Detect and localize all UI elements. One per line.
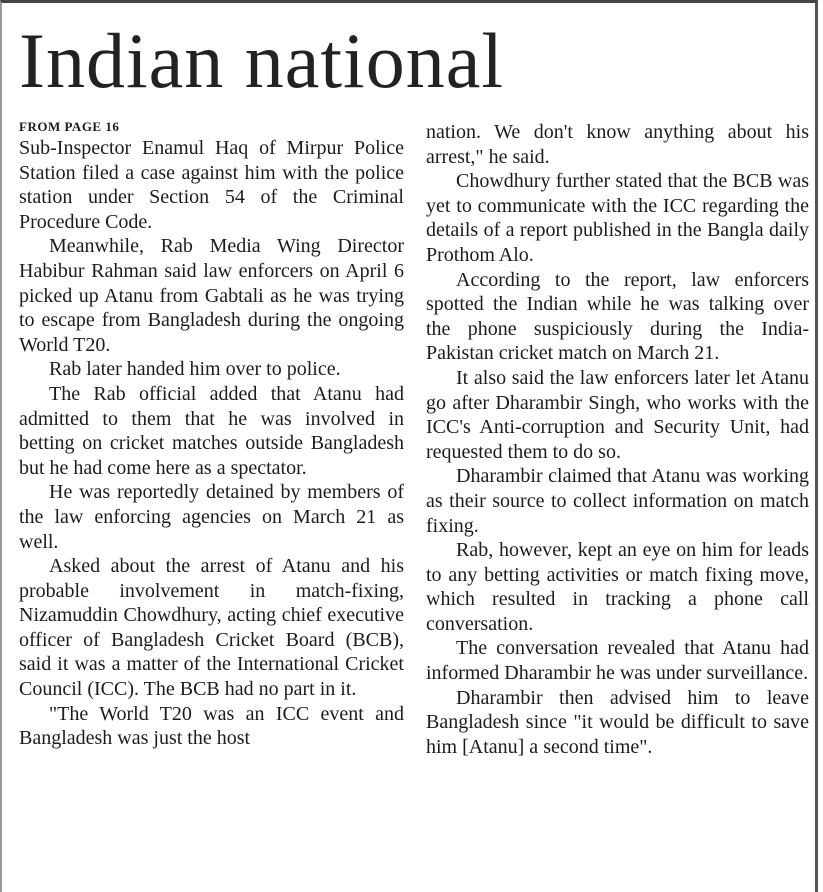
paragraph: Dharambir claimed that Atanu was working as their source to collect information on match fixing. bbox=[426, 465, 809, 537]
paragraph: Meanwhile, Rab Media Wing Director Habibur Rahman said law enforcers on April 6 picked up Atanu from Gabtali as he was trying to escape from Bangladesh during the ongoing World T20. bbox=[19, 235, 404, 356]
article-column-left bbox=[19, 118, 404, 751]
paragraph: Chowdhury further stated that the BCB was yet to communicate with the ICC regarding the details of a report published in the Bangla daily Prothom Alo. bbox=[426, 170, 809, 266]
paragraph: According to the report, law enforcers spotted the Indian while he was talking over the phone suspiciously during the India-Pakistan cricket match on March 21. bbox=[426, 268, 809, 365]
paragraph: nation. We don't know anything about his arrest," he said. bbox=[426, 121, 809, 168]
paragraph: It also said the law enforcers later let Atanu go after Dharambir Singh, who works with the ICC's Anti-corruption and Security Unit, had requested them to do so. bbox=[426, 366, 809, 463]
paragraph: He was reportedly detained by members of the law enforcing agencies on March 21 as well. bbox=[19, 481, 404, 553]
paragraph: "The World T20 was an ICC event and Bangladesh was just the host bbox=[19, 702, 404, 750]
continued-from-label: FROM PAGE 16 bbox=[19, 119, 120, 134]
paragraph: Rab, however, kept an eye on him for leads to any betting activities or match fixing move, which resulted in tracking a phone call conversation. bbox=[426, 539, 809, 635]
paragraph: Rab later handed him over to police. bbox=[49, 358, 341, 381]
paragraph: The conversation revealed that Atanu had informed Dharambir he was under surveillance. bbox=[426, 637, 809, 685]
article-column-right bbox=[426, 120, 809, 759]
paragraph: Sub-Inspector Enamul Haq of Mirpur Police Station filed a case against him with the police station under Section 54 of the Criminal Procedure Code. bbox=[19, 137, 404, 233]
article-headline: Indian national bbox=[19, 17, 505, 104]
paragraph: The Rab official added that Atanu had admitted to them that he was involved in betting on cricket matches outside Bangladesh but he had come here as a spectator. bbox=[19, 382, 404, 479]
paragraph: Dharambir then advised him to leave Bangladesh since "it would be difficult to save him [Atanu] a second time". bbox=[426, 686, 809, 758]
paragraph: Asked about the arrest of Atanu and his probable involvement in match-fixing, Nizamuddin Chowdhury, acting chief executive officer of Bangladesh Cricket Board (BCB), said it was a matter of the International Cricket Council (ICC). The BCB had no part in it. bbox=[19, 555, 404, 701]
